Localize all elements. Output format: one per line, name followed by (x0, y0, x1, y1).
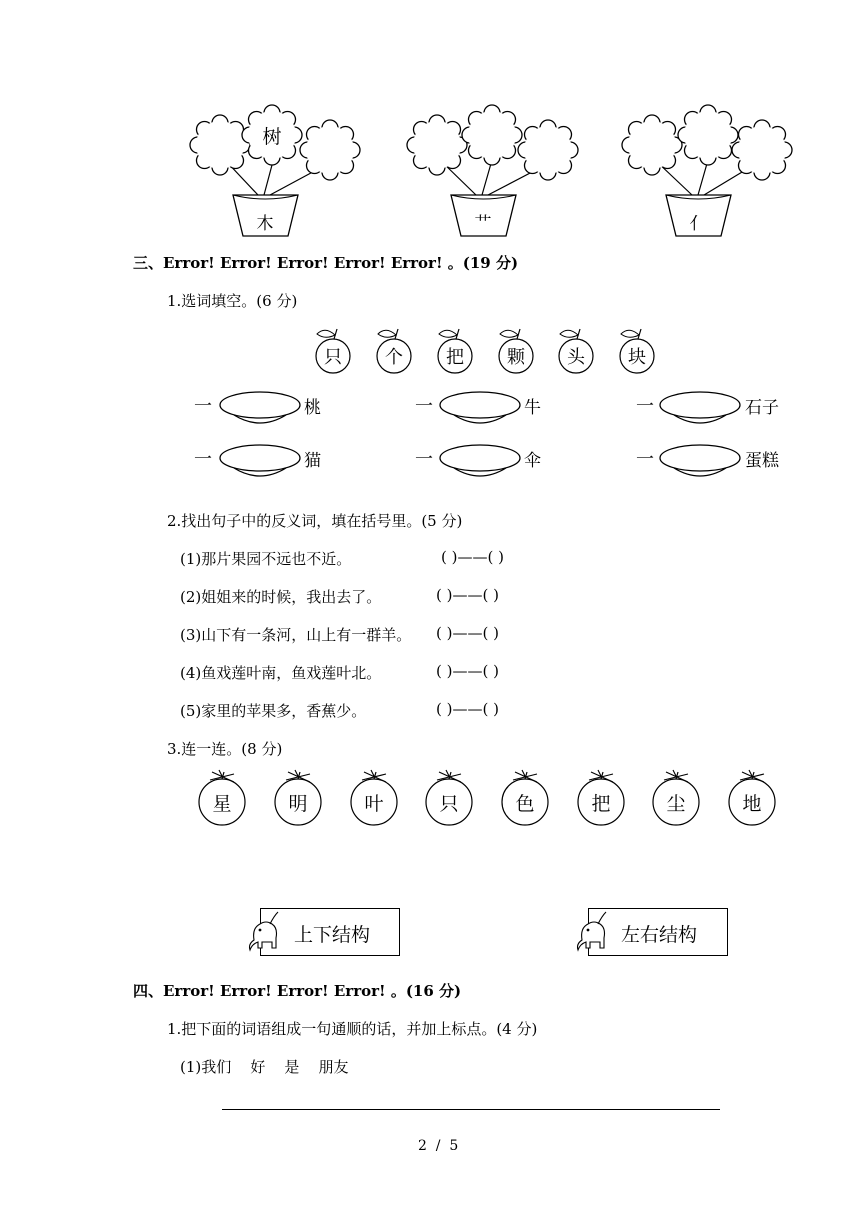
char-4: 只 (439, 793, 459, 815)
char-6: 把 (591, 793, 611, 815)
pot-label-1: 木 (256, 214, 274, 234)
q2-blank-2[interactable]: ( )——( ) (436, 586, 499, 604)
flower-pots-figure (0, 0, 868, 245)
q2-blank-5[interactable]: ( )——( ) (436, 700, 499, 718)
bowl-5[interactable] (440, 445, 520, 476)
dash-6: 一 (636, 449, 654, 470)
char-8: 地 (742, 793, 762, 815)
q2-item-2: (2)姐姐来的时候，我出去了。 (180, 588, 382, 606)
character-apples (190, 768, 790, 830)
noun-2: 牛 (524, 398, 541, 418)
measure-word-5: 头 (567, 347, 585, 368)
char-2: 明 (288, 793, 308, 815)
bowl-2[interactable] (440, 392, 520, 423)
elephant-icon (244, 910, 284, 954)
dash-3: 一 (636, 396, 654, 417)
section-4-q1-item-1: (1)我们 好 是 朋友 (180, 1058, 349, 1076)
page-number: 2 / 5 (418, 1138, 459, 1154)
pot-label-3: 亻 (689, 214, 707, 234)
measure-word-3: 把 (446, 347, 464, 368)
noun-4: 猫 (304, 451, 321, 471)
structure-box-top-bottom-label: 上下结构 (294, 924, 371, 946)
measure-word-2: 个 (385, 347, 403, 368)
dash-1: 一 (194, 396, 212, 417)
char-7: 尘 (666, 793, 686, 815)
noun-3: 石子 (745, 398, 779, 418)
bowl-3[interactable] (660, 392, 740, 423)
char-5: 色 (515, 793, 535, 815)
char-1: 星 (212, 793, 232, 815)
dash-2: 一 (415, 396, 433, 417)
pot-label-2: 艹 (474, 214, 492, 234)
bowl-6[interactable] (660, 445, 740, 476)
answer-line[interactable] (222, 1109, 720, 1110)
measure-word-apples (300, 322, 670, 378)
noun-1: 桃 (304, 398, 321, 418)
char-3: 叶 (364, 793, 384, 815)
flower-pot-3 (622, 105, 792, 236)
section-3-title: 三、Error! Error! Error! Error! Error! 。(19 分) (133, 254, 519, 272)
q2-title: 2.找出句子中的反义词，填在括号里。(5 分) (167, 512, 463, 530)
dash-4: 一 (194, 449, 212, 470)
flower-pot-2 (407, 105, 578, 236)
noun-6: 蛋糕 (745, 451, 779, 471)
fill-in-bowls (180, 380, 800, 480)
q2-item-4: (4)鱼戏莲叶南，鱼戏莲叶北。 (180, 664, 382, 682)
section-4-title: 四、Error! Error! Error! Error! 。(16 分) (133, 982, 462, 1000)
q1-title: 1.选词填空。(6 分) (167, 292, 298, 310)
flower-label-1: 树 (262, 126, 282, 148)
bowl-1[interactable] (220, 392, 300, 423)
q2-item-3: (3)山下有一条河，山上有一群羊。 (180, 626, 412, 644)
flower-pot-1 (190, 105, 360, 236)
noun-5: 伞 (524, 451, 541, 471)
measure-word-6: 块 (628, 347, 646, 368)
q2-blank-3[interactable]: ( )——( ) (436, 624, 499, 642)
elephant-icon (572, 910, 612, 954)
measure-word-1: 只 (324, 347, 342, 368)
section-4-q1-title: 1.把下面的词语组成一句通顺的话，并加上标点。(4 分) (167, 1020, 538, 1038)
structure-box-left-right-label: 左右结构 (621, 924, 698, 946)
q2-blank-1[interactable]: ( )——( ) (441, 548, 504, 566)
dash-5: 一 (415, 449, 433, 470)
bowl-4[interactable] (220, 445, 300, 476)
q3-title: 3.连一连。(8 分) (167, 740, 283, 758)
q2-blank-4[interactable]: ( )——( ) (436, 662, 499, 680)
q2-item-5: (5)家里的苹果多，香蕉少。 (180, 702, 367, 720)
measure-word-4: 颗 (507, 347, 525, 368)
q2-item-1: (1)那片果园不远也不近。 (180, 550, 352, 568)
